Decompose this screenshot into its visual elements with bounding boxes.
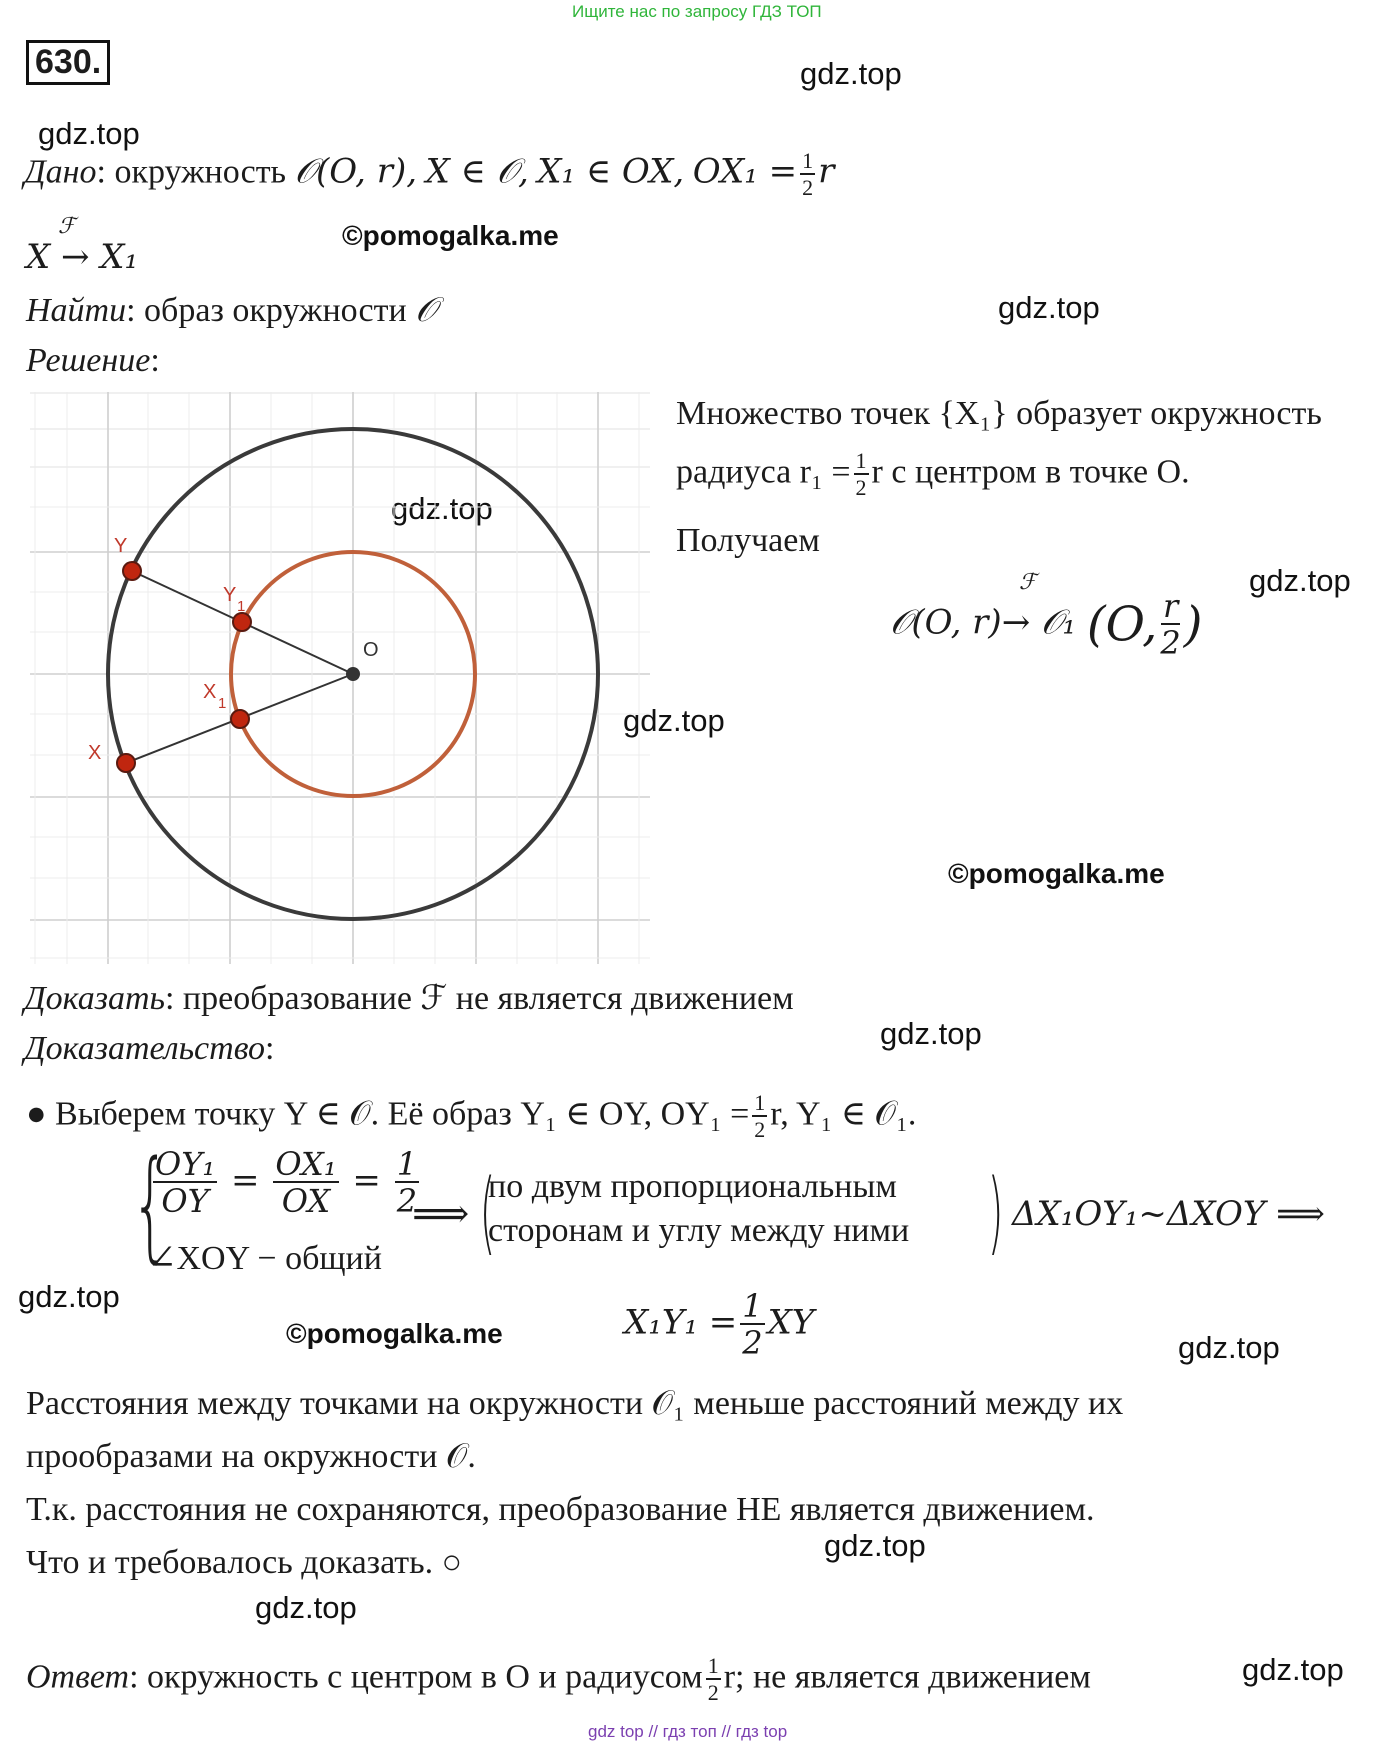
right-line-3: Получаем xyxy=(676,522,820,559)
paren-left: ( xyxy=(479,1160,496,1265)
label-Y1: Y xyxy=(223,584,237,606)
watermark-gdz: gdz.top xyxy=(255,1590,357,1625)
watermark-gdz: gdz.top xyxy=(391,491,493,526)
watermark-gdz: gdz.top xyxy=(1242,1652,1344,1687)
given-fraction: $\frac{1}{2}$ xyxy=(802,148,814,200)
point-X1 xyxy=(231,710,249,728)
point-O xyxy=(346,667,360,681)
conclusion-line-4: Что и требовалось доказать. ○ xyxy=(26,1544,463,1581)
answer-fraction: $\frac{1}{2}$ xyxy=(707,1653,719,1705)
label-Y1-sub: 1 xyxy=(237,598,246,615)
bottom-banner: gdz top // гдз топ // гдз top xyxy=(588,1722,788,1741)
watermark-pomogalka: ©pomogalka.me xyxy=(342,220,559,251)
system-brace: { xyxy=(131,1136,170,1275)
right-line-4: 𝒪(O, r)→ 𝒪₁ (O, $\frac{r}{2}$ ) xyxy=(890,587,1203,662)
conclusion-line-2: прообразами на окружности 𝒪. xyxy=(26,1438,476,1475)
reason-line-1: по двум пропорциональным xyxy=(488,1168,897,1205)
point-Y xyxy=(123,562,141,580)
right-line-2: радиуса r₁ = $\frac{1}{2}$ r с центром в точке O. xyxy=(676,448,1190,500)
bullet-fraction: $\frac{1}{2}$ xyxy=(754,1090,766,1142)
map-expression: X → X₁ xyxy=(26,237,139,277)
prove-label: Доказать xyxy=(24,980,165,1017)
right-r-over-2: $\frac{r}{2}$ xyxy=(1160,587,1181,662)
bullet-line: ● Выберем точку Y ∈ 𝒪. Её образ Y₁ ∈ OY, OY₁ = $\frac{1}{2}$ r, Y₁ ∈ 𝒪₁. xyxy=(26,1090,917,1142)
grid xyxy=(30,392,650,964)
answer-line: Ответ: окружность с центром в O и радиусом $\frac{1}{2}$ r; не является движением xyxy=(26,1653,1091,1705)
solution-heading: Решение: xyxy=(26,342,160,379)
answer-label: Ответ xyxy=(26,1658,130,1696)
watermark-gdz: gdz.top xyxy=(800,56,902,91)
given-cond3-right: r xyxy=(818,151,835,192)
watermark-pomogalka: ©pomogalka.me xyxy=(286,1318,503,1349)
point-Y1 xyxy=(233,613,251,631)
watermark-gdz: gdz.top xyxy=(18,1279,120,1314)
paren-right: ) xyxy=(987,1160,1004,1265)
watermark-pomogalka: ©pomogalka.me xyxy=(948,858,1165,889)
circles-figure xyxy=(30,392,650,964)
label-O: O xyxy=(363,639,379,661)
watermark-gdz: gdz.top xyxy=(38,116,140,151)
problem-number: 630. xyxy=(26,40,110,85)
find-symbol: 𝒪 xyxy=(415,290,437,330)
given-cond3-left: OX₁ = xyxy=(692,151,798,192)
reason-line-2: сторонам и углу между ними xyxy=(488,1212,910,1249)
label-X: X xyxy=(88,742,102,764)
proof-heading: Доказательство: xyxy=(24,1030,275,1067)
watermark-gdz: gdz.top xyxy=(1249,563,1351,598)
conclusion-line-3: Т.к. расстояния не сохраняются, преобразование НЕ является движением. xyxy=(26,1491,1095,1528)
given-label: Дано xyxy=(24,153,97,191)
watermark-gdz: gdz.top xyxy=(880,1016,982,1051)
similarity-result: ΔX₁OY₁~ΔXOY ⟹ xyxy=(1012,1194,1325,1234)
watermark-gdz: gdz.top xyxy=(623,703,725,738)
given-cond2: X₁ ∈ OX, xyxy=(537,151,685,192)
watermark-gdz: gdz.top xyxy=(1178,1330,1280,1365)
point-X xyxy=(117,754,135,772)
watermark-gdz: gdz.top xyxy=(998,290,1100,325)
find-line xyxy=(26,290,437,330)
conclusion-line-1: Расстояния между точками на окружности 𝒪₁ меньше расстояний между их xyxy=(26,1385,1124,1422)
right-map-symbol: ℱ xyxy=(1019,570,1037,595)
proof-label: Доказательство xyxy=(24,1030,266,1067)
label-X1: X xyxy=(203,681,217,703)
label-X1-sub: 1 xyxy=(218,695,227,712)
right-fraction: $\frac{1}{2}$ xyxy=(855,448,867,500)
right-line-1: Множество точек {X₁} образует окружность xyxy=(676,395,1322,432)
given-circle: 𝒪(O, r), xyxy=(294,151,418,192)
system-line-2: ∠XOY − общий xyxy=(148,1240,382,1277)
find-text: : образ окружности xyxy=(126,292,407,329)
top-banner: Ищите нас по запросу ГДЗ ТОП xyxy=(572,2,822,21)
label-Y: Y xyxy=(114,535,128,557)
system-line-1: $\frac{\text{OY₁}}{OY}$ = $\frac{\text{OX₁}}{OX}$ = $\frac{1}{2}$ xyxy=(155,1145,418,1220)
given-line xyxy=(24,150,834,199)
prove-line: Доказать: преобразование ℱ не является движением xyxy=(24,980,794,1017)
solution-label: Решение xyxy=(26,342,151,379)
watermark-gdz: gdz.top xyxy=(824,1528,926,1563)
xy-formula: X₁Y₁ = $\frac{1}{2}$ XY xyxy=(624,1287,815,1362)
given-cond1: X ∈ 𝒪, xyxy=(425,151,529,192)
find-label: Найти xyxy=(26,292,127,329)
implies-arrow: ⟹ xyxy=(412,1191,470,1236)
given-text: : окружность xyxy=(96,153,287,191)
map-symbol: ℱ xyxy=(58,214,76,239)
